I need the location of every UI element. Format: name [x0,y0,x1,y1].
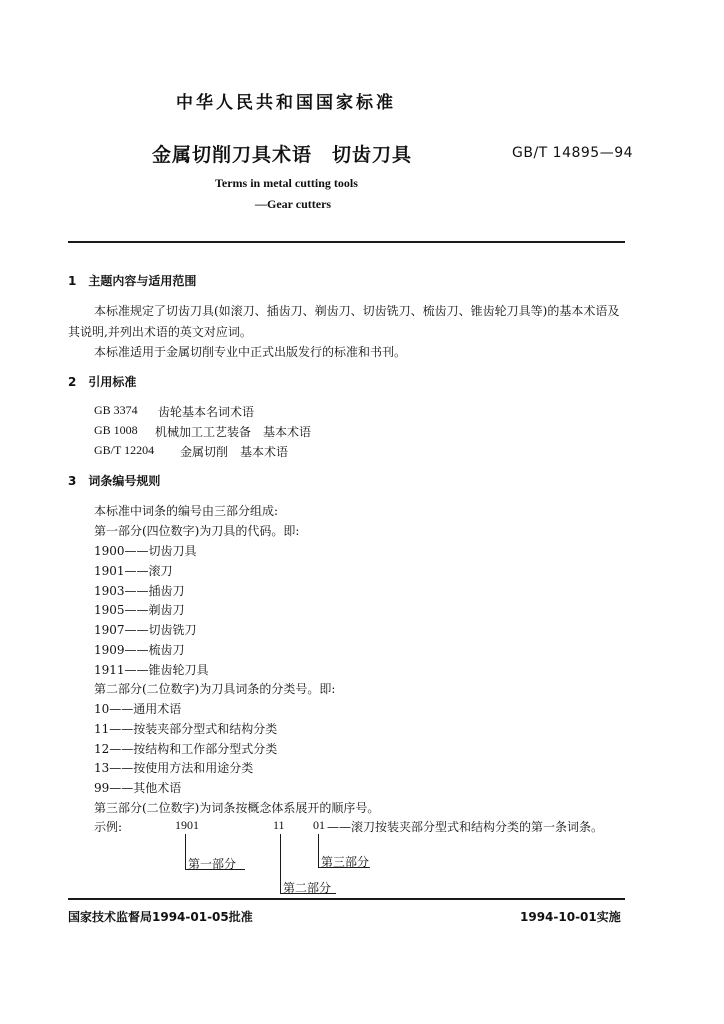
english-title-line-2: —Gear cutters [255,197,332,211]
example-label-part-1: 第一部分 [188,857,237,871]
footer-divider [68,898,625,900]
numbering-intro: 本标准中词条的编号由三部分组成: [94,504,279,518]
tool-code-item: 1909——梳齿刀 [94,643,185,657]
reference-name: 金属切削 基本术语 [180,445,289,459]
example-label-part-2: 第二部分 [283,881,332,895]
tool-code-item: 1911——锥齿轮刀具 [94,663,209,677]
reference-name: 齿轮基本名词术语 [158,405,255,419]
implementation-date: 1994-10-01实施 [520,910,621,924]
part-1-description: 第一部分(四位数字)为刀具的代码。即: [94,524,300,538]
approval-info: 国家技术监督局1994-01-05批准 [68,910,253,924]
category-code-item: 10——通用术语 [94,702,182,716]
document-title: 金属切削刀具术语 切齿刀具 [152,144,413,166]
example-description: ——滚刀按装夹部分型式和结构分类的第一条词条。 [327,820,604,834]
category-code-item: 99——其他术语 [94,781,182,795]
reference-code: GB 3374 [94,403,138,417]
english-title-line-1: Terms in metal cutting tools [215,176,358,190]
section-2-heading: 2 引用标准 [68,375,137,389]
example-part-3-number: 01 [313,818,325,832]
header-divider [68,241,625,243]
tool-code-item: 1900——切齿刀具 [94,544,197,558]
standard-code: GB/T 14895—94 [512,145,634,161]
section-1-paragraph-2: 本标准适用于金属切削专业中正式出版发行的标准和书刊。 [94,345,407,359]
section-1-paragraph-1-line-2: 其说明,并列出术语的英文对应词。 [68,325,252,339]
section-3-heading: 3 词条编号规则 [68,474,161,488]
standard-org-title: 中华人民共和国国家标准 [176,93,396,113]
tool-code-item: 1907——切齿铣刀 [94,623,197,637]
example-label: 示例: [94,820,123,834]
category-code-item: 11——按装夹部分型式和结构分类 [94,722,278,736]
tool-code-item: 1901——滚刀 [94,564,173,578]
section-1-paragraph-1-line-1: 本标准规定了切齿刀具(如滚刀、插齿刀、剃齿刀、切齿铣刀、梳齿刀、锥齿轮刀具等)的基本术语及 [94,304,620,318]
category-code-item: 13——按使用方法和用途分类 [94,761,254,775]
example-label-part-3: 第三部分 [321,855,370,869]
bracket-line-part-1 [185,834,186,870]
example-part-1-number: 1901 [175,818,199,832]
tool-code-item: 1903——插齿刀 [94,584,185,598]
category-code-item: 12——按结构和工作部分型式分类 [94,742,278,756]
part-3-description: 第三部分(二位数字)为词条按概念体系展开的顺序号。 [94,801,380,815]
part-2-description: 第二部分(二位数字)为刀具词条的分类号。即: [94,682,336,696]
tool-code-item: 1905——剃齿刀 [94,603,185,617]
bracket-line-part-2 [280,834,281,894]
section-1-heading: 1 主题内容与适用范围 [68,274,197,288]
bracket-line-part-3 [318,834,319,868]
example-part-2-number: 11 [273,818,285,832]
reference-code: GB/T 12204 [94,443,155,457]
reference-code: GB 1008 [94,423,138,437]
reference-name: 机械加工工艺装备 基本术语 [155,425,312,439]
